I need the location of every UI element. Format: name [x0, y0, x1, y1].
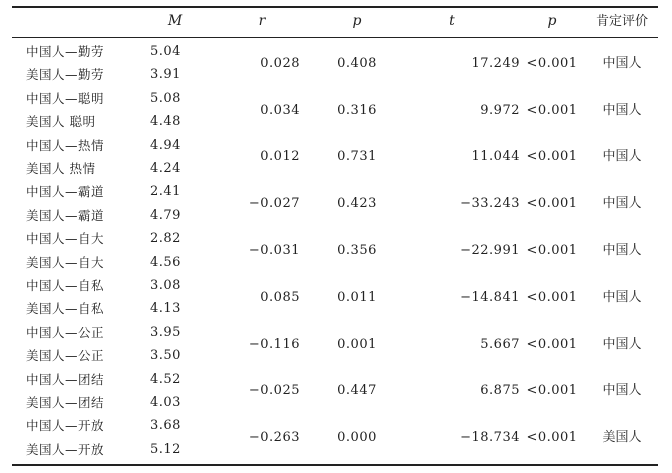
- t-value: 9.972: [480, 102, 520, 118]
- correlation-value: 0.085: [260, 289, 300, 305]
- positive-evaluation: 中国人: [602, 383, 642, 399]
- row-label: 中国人—公正: [26, 324, 105, 340]
- row-mean: 3.08: [150, 278, 181, 293]
- correlation-p-value: 0.408: [337, 55, 377, 71]
- row-mean: 5.04: [150, 44, 181, 59]
- row-label: 美国人—开放: [26, 441, 105, 457]
- correlation-value: −0.025: [248, 383, 300, 399]
- row-mean: 4.24: [150, 161, 181, 176]
- row-label: 美国人—勤劳: [26, 67, 105, 83]
- row-mean: 3.68: [150, 418, 181, 434]
- row-mean: 4.48: [150, 114, 181, 130]
- row-label: 中国人—热情: [26, 137, 105, 153]
- correlation-value: 0.034: [260, 102, 300, 118]
- row-label: 美国人—霸道: [26, 207, 105, 223]
- row-label: 美国人—自私: [26, 301, 105, 317]
- header-rule: [12, 37, 658, 38]
- row-label: 中国人—团结: [26, 371, 105, 387]
- row-mean: 5.08: [150, 90, 181, 106]
- row-mean: 5.12: [150, 441, 181, 457]
- correlation-value: 0.028: [260, 55, 300, 71]
- correlation-p-value: 0.423: [337, 196, 377, 212]
- row-label: 美国人—团结: [26, 395, 105, 410]
- header-p2: p: [547, 13, 557, 29]
- correlation-value: 0.012: [260, 149, 300, 165]
- header-p: p: [352, 13, 362, 29]
- t-test-p-value: <0.001: [526, 336, 578, 352]
- t-test-p-value: <0.001: [526, 102, 578, 118]
- row-label: 中国人—聪明: [26, 90, 105, 106]
- row-label: 美国人—公正: [26, 348, 105, 364]
- correlation-p-value: 0.731: [337, 149, 377, 165]
- t-test-p-value: <0.001: [526, 55, 578, 71]
- correlation-value: −0.116: [248, 336, 300, 352]
- row-label: 美国人—自大: [26, 254, 105, 270]
- row-label: 中国人—自私: [26, 278, 105, 293]
- positive-evaluation: 中国人: [602, 242, 642, 258]
- correlation-p-value: 0.011: [337, 289, 377, 305]
- t-test-p-value: <0.001: [526, 149, 578, 165]
- positive-evaluation: 中国人: [602, 289, 642, 305]
- row-label: 美国人 聪明: [26, 114, 96, 130]
- bottom-rule: [12, 464, 658, 466]
- header-t: t: [449, 13, 455, 29]
- row-mean: 4.03: [150, 395, 181, 410]
- header-r: r: [258, 13, 266, 29]
- t-value: 5.667: [480, 336, 520, 352]
- t-value: 6.875: [480, 383, 520, 399]
- positive-evaluation: 中国人: [602, 336, 642, 352]
- row-mean: 2.41: [150, 184, 181, 200]
- t-value: −22.991: [460, 242, 520, 258]
- correlation-p-value: 0.447: [337, 383, 377, 399]
- correlation-p-value: 0.356: [337, 242, 377, 258]
- correlation-value: −0.027: [248, 196, 300, 212]
- correlation-value: −0.031: [248, 242, 300, 258]
- positive-evaluation: 美国人: [602, 430, 642, 446]
- t-test-p-value: <0.001: [526, 242, 578, 258]
- correlation-p-value: 0.000: [337, 430, 377, 446]
- positive-evaluation: 中国人: [602, 149, 642, 165]
- t-value: −18.734: [460, 430, 520, 446]
- t-value: −33.243: [460, 196, 520, 212]
- row-label: 中国人—霸道: [26, 184, 105, 200]
- row-mean: 3.91: [150, 67, 181, 83]
- row-label: 美国人 热情: [26, 161, 96, 176]
- row-mean: 4.13: [150, 301, 181, 317]
- t-test-p-value: <0.001: [526, 383, 578, 399]
- row-label: 中国人—勤劳: [26, 44, 105, 59]
- row-mean: 3.95: [150, 324, 181, 340]
- t-value: −14.841: [460, 289, 520, 305]
- correlation-p-value: 0.001: [337, 336, 377, 352]
- row-mean: 3.50: [150, 348, 181, 364]
- correlation-value: −0.263: [248, 430, 300, 446]
- positive-evaluation: 中国人: [602, 196, 642, 212]
- t-value: 17.249: [471, 55, 520, 71]
- correlation-p-value: 0.316: [337, 102, 377, 118]
- t-test-p-value: <0.001: [526, 289, 578, 305]
- header-m: M: [167, 13, 183, 29]
- t-value: 11.044: [471, 149, 520, 165]
- positive-evaluation: 中国人: [602, 102, 642, 118]
- row-label: 中国人—开放: [26, 418, 105, 434]
- t-test-p-value: <0.001: [526, 430, 578, 446]
- header-evaluation: 肯定评价: [595, 14, 648, 29]
- t-test-p-value: <0.001: [526, 196, 578, 212]
- row-mean: 4.79: [150, 207, 181, 223]
- row-mean: 4.52: [150, 371, 181, 387]
- row-mean: 4.56: [150, 254, 181, 270]
- row-mean: 2.82: [150, 231, 181, 247]
- positive-evaluation: 中国人: [602, 55, 642, 71]
- row-label: 中国人—自大: [26, 231, 105, 247]
- row-mean: 4.94: [150, 137, 181, 153]
